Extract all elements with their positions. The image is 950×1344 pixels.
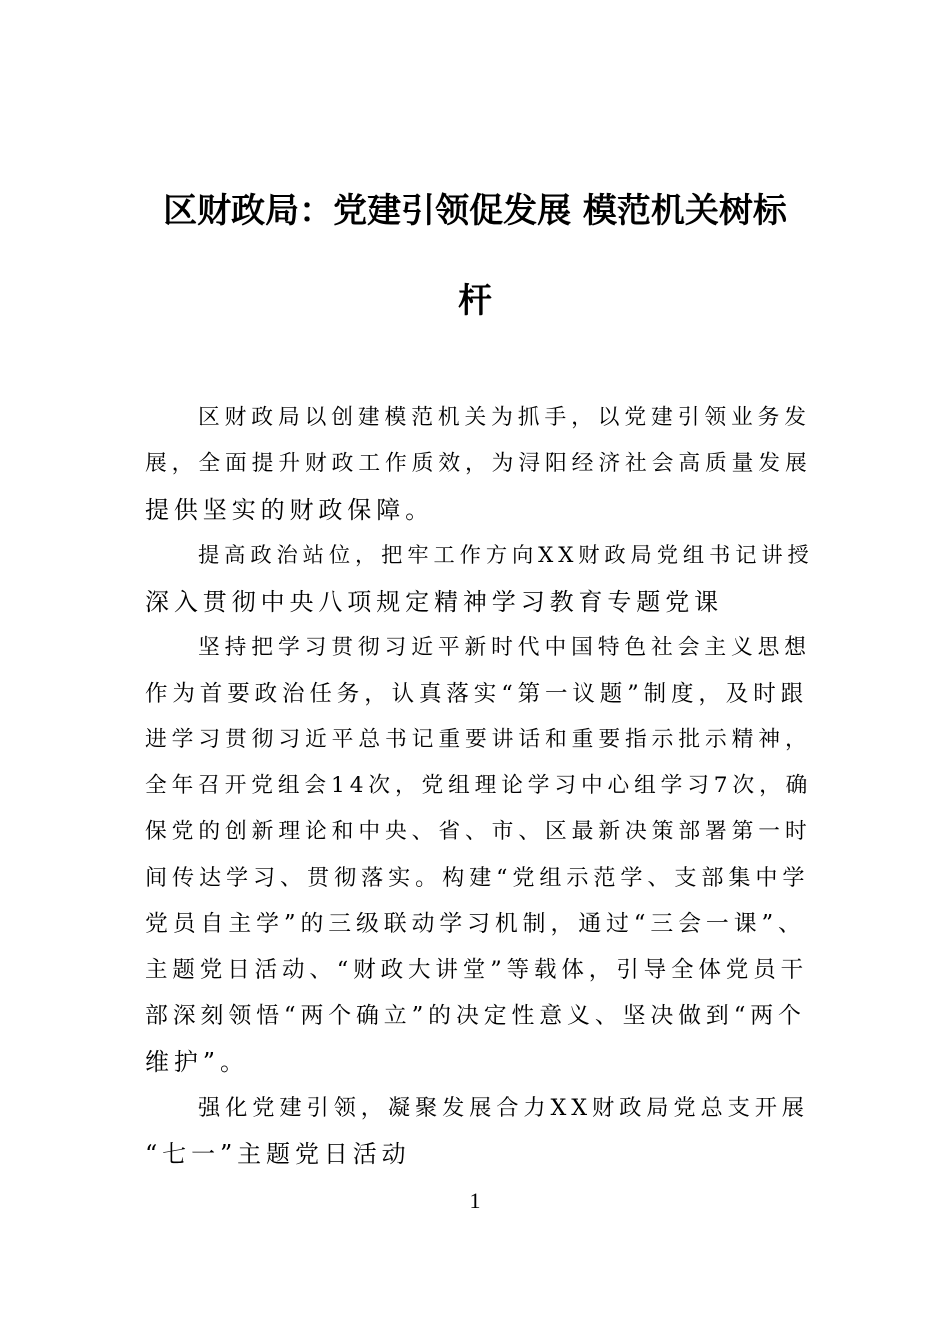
document-body: [145, 395, 814, 1177]
paragraph-line: 坚持把学习贯彻习近平新时代中国特色社会主义思想: [198, 635, 811, 660]
paragraph-line: 党员自主学”的三级联动学习机制，通过“三会一课”、: [145, 911, 806, 937]
paragraph-line: 展，全面提升财政工作质效，为浔阳经济社会高质量发展: [145, 451, 812, 476]
page-number: 1: [469, 1188, 481, 1213]
paragraph: [145, 1085, 807, 1177]
paragraph-line: 深入贯彻中央八项规定精神学习教育专题党课: [145, 588, 723, 616]
paragraph-line: 区财政局以创建模范机关为抓手，以党建引领业务发: [198, 405, 811, 430]
title-line: 杆: [458, 281, 492, 321]
document-title: [140, 166, 810, 346]
paragraph-line: 提高政治站位，把牢工作方向XX财政局党组书记讲授: [198, 543, 814, 568]
paragraph-line: “七一”主题党日活动: [145, 1140, 411, 1168]
paragraph-line: 进学习贯彻习近平总书记重要讲话和重要指示批示精神，: [145, 727, 812, 752]
paragraph-line: 作为首要政治任务，认真落实“第一议题”制度，及时跟: [145, 681, 809, 707]
paragraph: [145, 533, 814, 625]
paragraph-line: 强化党建引领，凝聚发展合力XX财政局党总支开展: [198, 1095, 809, 1121]
paragraph: [145, 395, 812, 533]
paragraph-line: 间传达学习、贯彻落实。构建“党组示范学、支部集中学: [145, 865, 810, 891]
paragraph-line: 提供坚实的财政保障。: [145, 496, 434, 524]
title-line: 区财政局：党建引领促发展 模范机关树标: [163, 191, 787, 231]
paragraph: [145, 625, 813, 1085]
paragraph-line: 维护”。: [145, 1048, 249, 1076]
paragraph-line: 部深刻领悟“两个确立”的决定性意义、坚决做到“两个: [145, 1003, 806, 1029]
paragraph-line: 保党的创新理论和中央、省、市、区最新决策部署第一时: [145, 819, 812, 844]
paragraph-line: 主题党日活动、“财政大讲堂”等载体，引导全体党员干: [145, 957, 809, 983]
paragraph-line: 全年召开党组会14次，党组理论学习中心组学习7次，确: [145, 773, 813, 798]
